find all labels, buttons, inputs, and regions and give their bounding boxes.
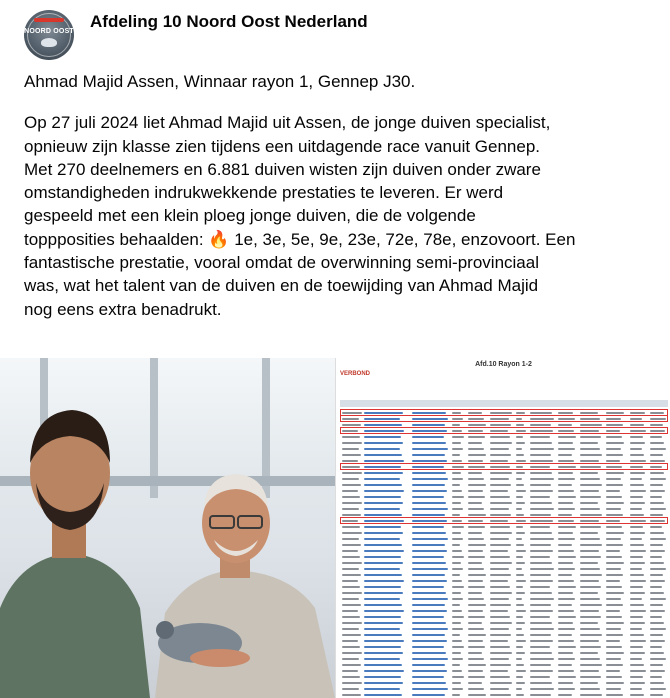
post-header	[24, 10, 644, 60]
post-photo-winners[interactable]	[0, 358, 335, 698]
avatar-stripe	[34, 18, 64, 22]
results-logo: VERBOND	[340, 371, 371, 377]
post-body-line: opnieuw zijn klasse zien tijdens een uitdagende race vanuit Gennep.	[24, 136, 541, 156]
post-text	[24, 70, 654, 339]
post-headline: Ahmad Majid Assen, Winnaar rayon 1, Gennep J30.	[24, 72, 416, 91]
results-row	[340, 692, 668, 698]
results-title: Afd.10 Rayon 1-2	[475, 361, 532, 368]
result-highlight-box	[340, 463, 668, 470]
green-polo-shirt	[0, 553, 150, 698]
result-highlight-box	[340, 517, 668, 524]
post-body-line: was, wat het talent van de duiven en de toewijding van Ahmad Majid	[24, 276, 539, 296]
post-body-line: Op 27 juli 2024 liet Ahmad Majid uit Assen, de jonge duiven specialist,	[24, 113, 551, 133]
post-body-line: Met 270 deelnemers en 6.881 duiven wisten zijn duiven onder zware	[24, 159, 541, 179]
post-body-line: toppposities behaalden: 🔥 1e, 3e, 5e, 9e, 23e, 72e, 78e, enzovoort. Een	[24, 229, 576, 249]
post-body	[24, 111, 654, 321]
photo-people-illustration	[0, 358, 335, 698]
post-body-line: gespeeld met een klein ploeg jonge duiven, die de volgende	[24, 206, 476, 226]
avatar-logo-text: NOORD OOST	[24, 28, 74, 35]
hands	[190, 649, 250, 667]
page-name-link[interactable]: Afdeling 10 Noord Oost Nederland	[90, 12, 368, 31]
post-body-line: nog eens extra benadrukt.	[24, 299, 222, 319]
results-table-image[interactable]	[335, 358, 670, 698]
post-body-line: fantastische prestatie, vooral omdat de overwinning semi-provinciaal	[24, 253, 539, 273]
result-highlight-box	[340, 415, 668, 422]
page-avatar[interactable]	[24, 10, 74, 60]
pigeon-icon	[41, 38, 57, 47]
post-body-line: omstandigheden indrukwekkende prestaties te leveren. Er werd	[24, 183, 504, 203]
pigeon-head	[156, 621, 174, 639]
result-highlight-box	[340, 427, 668, 434]
results-column-header	[340, 400, 668, 407]
